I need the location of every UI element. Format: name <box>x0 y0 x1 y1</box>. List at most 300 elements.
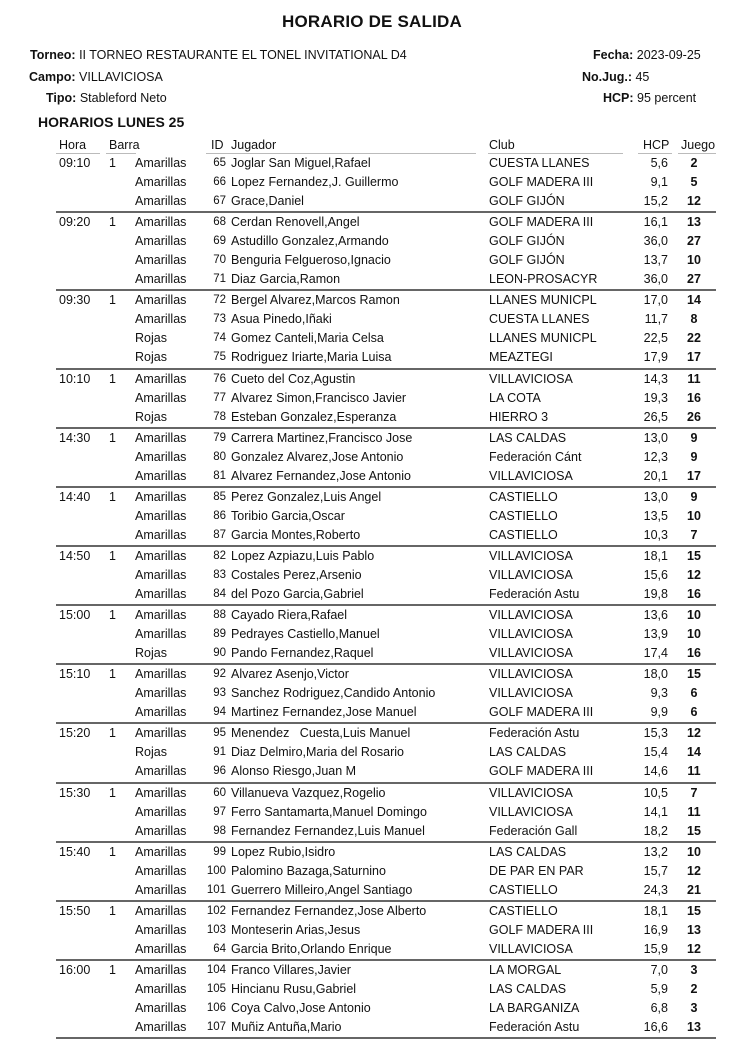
hcp-cell: 5,9 <box>650 981 668 996</box>
club-cell: VILLAVICIOSA <box>489 627 573 642</box>
club-cell: Federación Cánt <box>489 449 582 464</box>
club-cell: LAS CALDAS <box>489 844 567 859</box>
tee-cell: Amarillas <box>135 823 187 838</box>
tee-cell: Rojas <box>135 409 167 424</box>
hcp-cell: 13,5 <box>643 508 668 523</box>
player-name-cell: Carrera Martinez,Francisco Jose <box>231 430 413 445</box>
table-row <box>56 961 716 980</box>
tee-cell: Amarillas <box>135 981 187 996</box>
barra-cell: 1 <box>109 548 116 563</box>
tee-cell: Amarillas <box>135 844 187 859</box>
player-name-cell: Lopez Azpiazu,Luis Pablo <box>231 548 375 563</box>
tee-cell: Rojas <box>135 350 167 365</box>
club-cell: GOLF GIJÓN <box>489 234 565 249</box>
hora-cell: 16:00 <box>59 962 91 977</box>
player-name-cell: Fernandez Fernandez,Jose Alberto <box>231 903 427 918</box>
player-name-cell: Asua Pinedo,Iñaki <box>231 312 332 327</box>
nojug-value: 45 <box>635 70 650 84</box>
id-cell: 88 <box>213 609 226 622</box>
player-name-cell: Benguria Felgueroso,Ignacio <box>231 253 391 268</box>
juego-cell: 15 <box>687 823 701 838</box>
club-cell: CUESTA LLANES <box>489 312 590 327</box>
hora-cell: 15:40 <box>59 844 91 859</box>
tee-cell: Amarillas <box>135 764 187 779</box>
hora-cell: 14:40 <box>59 489 91 504</box>
player-name-cell: Sanchez Rodriguez,Candido Antonio <box>231 686 436 701</box>
col-juego: Juego <box>681 138 716 152</box>
barra-cell: 1 <box>109 156 116 170</box>
juego-cell: 2 <box>690 981 698 996</box>
club-cell: CASTIELLO <box>489 882 558 897</box>
player-name-cell: Esteban Gonzalez,Esperanza <box>231 409 397 424</box>
table-row <box>56 881 716 900</box>
hcp-cell: 15,4 <box>643 745 668 760</box>
juego-cell: 14 <box>687 293 701 308</box>
tee-time-group <box>56 291 716 369</box>
hcp-cell: 12,3 <box>643 449 668 464</box>
tee-cell: Amarillas <box>135 449 187 464</box>
tee-cell: Amarillas <box>135 962 187 977</box>
hcp-value: 95 percent <box>637 91 697 105</box>
id-cell: 75 <box>213 351 226 364</box>
club-cell: LA MORGAL <box>489 962 562 977</box>
tee-time-group <box>56 902 716 961</box>
table-row <box>56 566 716 585</box>
tee-cell: Amarillas <box>135 234 187 249</box>
table-row <box>56 507 716 526</box>
barra-cell: 1 <box>109 489 116 504</box>
club-cell: VILLAVICIOSA <box>489 785 573 800</box>
hcp-cell: 16,6 <box>643 1020 668 1035</box>
hora-cell: 09:10 <box>59 156 91 170</box>
id-cell: 91 <box>213 746 226 759</box>
tee-time-group <box>56 370 716 429</box>
hora-cell: 14:50 <box>59 548 91 563</box>
juego-cell: 13 <box>687 1020 701 1035</box>
table-row <box>56 921 716 940</box>
id-cell: 60 <box>213 786 226 799</box>
id-cell: 76 <box>213 372 226 385</box>
table-row <box>56 606 716 625</box>
juego-cell: 15 <box>687 548 701 563</box>
club-cell: LA BARGANIZA <box>489 1001 580 1016</box>
barra-cell: 1 <box>109 293 116 308</box>
tee-cell: Amarillas <box>135 527 187 542</box>
club-cell: VILLAVICIOSA <box>489 548 573 563</box>
table-row <box>56 902 716 921</box>
club-cell: Federación Gall <box>489 823 578 838</box>
hcp-cell: 9,1 <box>650 175 668 190</box>
table-row <box>56 784 716 803</box>
tee-cell: Rojas <box>135 745 167 760</box>
juego-cell: 10 <box>687 508 701 523</box>
juego-cell: 3 <box>690 1001 698 1016</box>
player-name-cell: Bergel Alvarez,Marcos Ramon <box>231 293 400 308</box>
id-cell: 81 <box>213 469 226 482</box>
fecha-label: Fecha: <box>593 48 634 62</box>
player-name-cell: Grace,Daniel <box>231 194 304 209</box>
player-name-cell: Astudillo Gonzalez,Armando <box>231 234 389 249</box>
barra-cell: 1 <box>109 215 116 230</box>
id-cell: 80 <box>213 450 226 463</box>
table-row <box>56 762 716 781</box>
id-cell: 95 <box>213 727 226 740</box>
table-row <box>56 192 716 211</box>
club-cell: CUESTA LLANES <box>489 156 590 170</box>
player-name-cell: Menendez Cuesta,Luis Manuel <box>231 726 411 741</box>
player-name-cell: Coya Calvo,Jose Antonio <box>231 1001 371 1016</box>
id-cell: 87 <box>213 528 226 541</box>
tee-cell: Amarillas <box>135 253 187 268</box>
tee-cell: Rojas <box>135 331 167 346</box>
id-cell: 86 <box>213 509 226 522</box>
barra-cell: 1 <box>109 608 116 623</box>
hcp-cell: 9,3 <box>650 686 668 701</box>
id-cell: 69 <box>213 235 226 248</box>
tee-cell: Amarillas <box>135 941 187 956</box>
player-name-cell: Guerrero Milleiro,Angel Santiago <box>231 882 413 897</box>
juego-cell: 11 <box>687 764 701 779</box>
id-cell: 92 <box>213 668 226 681</box>
table-row <box>56 980 716 999</box>
hcp-label: HCP: <box>603 91 634 105</box>
hcp-cell: 6,8 <box>650 1001 668 1016</box>
player-name-cell: Alvarez Asenjo,Victor <box>231 667 349 682</box>
juego-cell: 27 <box>687 272 701 287</box>
id-cell: 65 <box>213 157 226 169</box>
id-cell: 83 <box>213 568 226 581</box>
hcp-cell: 15,6 <box>643 567 668 582</box>
hcp-cell: 18,0 <box>643 667 668 682</box>
tee-cell: Amarillas <box>135 194 187 209</box>
col-hcp: HCP <box>643 138 670 152</box>
tee-cell: Amarillas <box>135 667 187 682</box>
club-cell: GOLF MADERA III <box>489 922 594 937</box>
id-cell: 90 <box>213 647 226 660</box>
juego-cell: 17 <box>687 468 701 483</box>
tee-cell: Amarillas <box>135 567 187 582</box>
id-cell: 104 <box>206 963 226 976</box>
table-row <box>56 822 716 841</box>
hcp-cell: 13,6 <box>643 608 668 623</box>
juego-cell: 7 <box>690 527 698 542</box>
juego-cell: 27 <box>687 234 701 249</box>
hcp-cell: 22,5 <box>643 331 668 346</box>
table-row <box>56 625 716 644</box>
id-cell: 93 <box>213 687 226 700</box>
tee-cell: Amarillas <box>135 430 187 445</box>
player-name-cell: Gonzalez Alvarez,Jose Antonio <box>231 449 404 464</box>
juego-cell: 26 <box>687 409 701 424</box>
hcp-cell: 15,3 <box>643 726 668 741</box>
club-cell: LLANES MUNICPL <box>489 331 597 346</box>
player-name-cell: Diaz Delmiro,Maria del Rosario <box>231 745 404 760</box>
hcp-cell: 14,6 <box>643 764 668 779</box>
tipo-label: Tipo: <box>46 91 77 105</box>
table-row <box>56 547 716 566</box>
hcp-cell: 13,0 <box>643 489 668 504</box>
id-cell: 103 <box>206 923 226 936</box>
tee-time-group <box>56 606 716 665</box>
tee-cell: Amarillas <box>135 312 187 327</box>
club-cell: CASTIELLO <box>489 508 558 523</box>
player-name-cell: Pando Fernandez,Raquel <box>231 646 374 661</box>
tee-time-groups <box>56 154 716 1039</box>
tee-cell: Amarillas <box>135 371 187 386</box>
hcp-cell: 18,1 <box>643 903 668 918</box>
player-name-cell: Ferro Santamarta,Manuel Domingo <box>231 804 427 819</box>
club-cell: VILLAVICIOSA <box>489 371 573 386</box>
id-cell: 70 <box>213 254 226 267</box>
club-cell: Federación Astu <box>489 587 580 602</box>
barra-cell: 1 <box>109 844 116 859</box>
id-cell: 97 <box>213 805 226 818</box>
barra-cell: 1 <box>109 903 116 918</box>
table-row <box>56 467 716 486</box>
nojug-label: No.Jug.: <box>582 70 632 84</box>
table-row <box>56 999 716 1018</box>
id-cell: 74 <box>213 332 226 345</box>
table-header <box>56 136 716 154</box>
tee-cell: Rojas <box>135 646 167 661</box>
hcp-cell: 18,2 <box>643 823 668 838</box>
hcp-cell: 13,9 <box>643 627 668 642</box>
juego-cell: 22 <box>687 331 701 346</box>
player-name-cell: Cayado Riera,Rafael <box>231 608 348 623</box>
campo-label: Campo: <box>29 70 76 84</box>
hcp-cell: 16,9 <box>643 922 668 937</box>
hcp-cell: 13,0 <box>643 430 668 445</box>
club-cell: CASTIELLO <box>489 903 558 918</box>
club-cell: GOLF MADERA III <box>489 215 594 230</box>
table-row <box>56 743 716 762</box>
table-row <box>56 843 716 862</box>
torneo-field <box>30 48 407 62</box>
table-row <box>56 940 716 959</box>
table-row <box>56 488 716 507</box>
hcp-cell: 15,7 <box>643 863 668 878</box>
id-cell: 72 <box>213 294 226 307</box>
hcp-cell: 19,8 <box>643 587 668 602</box>
juego-cell: 9 <box>690 449 698 464</box>
juego-cell: 16 <box>687 587 701 602</box>
hcp-cell: 14,1 <box>643 804 668 819</box>
juego-cell: 5 <box>690 175 698 190</box>
tee-times-table <box>56 136 716 1039</box>
player-name-cell: Rodriguez Iriarte,Maria Luisa <box>231 350 392 365</box>
club-cell: VILLAVICIOSA <box>489 667 573 682</box>
id-cell: 77 <box>213 391 226 404</box>
club-cell: VILLAVICIOSA <box>489 686 573 701</box>
juego-cell: 8 <box>690 312 698 327</box>
player-name-cell: Lopez Fernandez,J. Guillermo <box>231 175 399 190</box>
table-row <box>56 684 716 703</box>
table-row <box>56 310 716 329</box>
id-cell: 85 <box>213 490 226 503</box>
juego-cell: 6 <box>690 686 698 701</box>
player-name-cell: Joglar San Miguel,Rafael <box>231 156 371 170</box>
player-name-cell: Franco Villares,Javier <box>231 962 351 977</box>
id-cell: 68 <box>213 216 226 229</box>
player-name-cell: Gomez Canteli,Maria Celsa <box>231 331 384 346</box>
table-row <box>56 862 716 881</box>
section-title: HORARIOS LUNES 25 <box>38 114 185 130</box>
table-row <box>56 370 716 389</box>
hcp-cell: 10,3 <box>643 527 668 542</box>
juego-cell: 9 <box>690 489 698 504</box>
tee-cell: Amarillas <box>135 686 187 701</box>
tee-time-group <box>56 154 716 213</box>
hora-cell: 10:10 <box>59 371 91 386</box>
player-name-cell: Garcia Montes,Roberto <box>231 527 361 542</box>
club-cell: HIERRO 3 <box>489 409 549 424</box>
table-row <box>56 329 716 348</box>
club-cell: CASTIELLO <box>489 527 558 542</box>
player-name-cell: Hincianu Rusu,Gabriel <box>231 981 357 996</box>
id-cell: 96 <box>213 765 226 778</box>
barra-cell: 1 <box>109 726 116 741</box>
player-name-cell: Monteserin Arias,Jesus <box>231 922 361 937</box>
club-cell: LLANES MUNICPL <box>489 293 597 308</box>
hora-cell: 09:20 <box>59 215 91 230</box>
tee-time-group <box>56 488 716 547</box>
col-hora: Hora <box>59 138 87 152</box>
nojug-field <box>582 70 649 84</box>
player-name-cell: Toribio Garcia,Oscar <box>231 508 345 523</box>
tee-cell: Amarillas <box>135 175 187 190</box>
id-cell: 64 <box>213 942 226 955</box>
table-row <box>56 232 716 251</box>
hora-cell: 15:10 <box>59 667 91 682</box>
player-name-cell: del Pozo Garcia,Gabriel <box>231 587 364 602</box>
hcp-cell: 10,5 <box>643 785 668 800</box>
juego-cell: 11 <box>687 371 701 386</box>
tee-time-group <box>56 784 716 843</box>
hcp-field <box>603 91 696 105</box>
table-row <box>56 270 716 289</box>
juego-cell: 12 <box>687 941 701 956</box>
table-row <box>56 585 716 604</box>
campo-value: VILLAVICIOSA <box>79 70 163 84</box>
hcp-cell: 7,0 <box>650 962 668 977</box>
hora-cell: 15:50 <box>59 903 91 918</box>
id-cell: 84 <box>213 588 226 601</box>
table-row <box>56 408 716 427</box>
juego-cell: 16 <box>687 646 701 661</box>
hcp-cell: 15,2 <box>643 194 668 209</box>
col-id: ID <box>211 138 224 152</box>
hora-cell: 15:00 <box>59 608 91 623</box>
tee-time-group <box>56 843 716 902</box>
player-name-cell: Costales Perez,Arsenio <box>231 567 362 582</box>
tee-time-group <box>56 665 716 724</box>
club-cell: VILLAVICIOSA <box>489 567 573 582</box>
id-cell: 66 <box>213 176 226 189</box>
club-cell: LAS CALDAS <box>489 745 567 760</box>
fecha-value: 2023-09-25 <box>636 48 701 62</box>
tee-cell: Amarillas <box>135 390 187 405</box>
hcp-cell: 14,3 <box>643 371 668 386</box>
tee-cell: Amarillas <box>135 1020 187 1035</box>
juego-cell: 16 <box>687 390 701 405</box>
player-name-cell: Cerdan Renovell,Angel <box>231 215 360 230</box>
hora-cell: 14:30 <box>59 430 91 445</box>
col-jugador: Jugador <box>231 138 277 152</box>
table-row <box>56 448 716 467</box>
barra-cell: 1 <box>109 785 116 800</box>
tee-cell: Amarillas <box>135 489 187 504</box>
juego-cell: 15 <box>687 667 701 682</box>
table-row <box>56 803 716 822</box>
tee-cell: Amarillas <box>135 156 187 170</box>
juego-cell: 7 <box>690 785 698 800</box>
table-row <box>56 703 716 722</box>
tee-cell: Amarillas <box>135 882 187 897</box>
table-row <box>56 348 716 367</box>
juego-cell: 12 <box>687 863 701 878</box>
club-cell: Federación Astu <box>489 1020 580 1035</box>
col-club: Club <box>489 138 515 152</box>
hora-cell: 15:20 <box>59 726 91 741</box>
id-cell: 94 <box>213 706 226 719</box>
hcp-cell: 24,3 <box>643 882 668 897</box>
juego-cell: 14 <box>687 745 701 760</box>
club-cell: VILLAVICIOSA <box>489 468 573 483</box>
table-row <box>56 1018 716 1037</box>
club-cell: VILLAVICIOSA <box>489 804 573 819</box>
hcp-cell: 36,0 <box>643 234 668 249</box>
juego-cell: 10 <box>687 627 701 642</box>
tee-cell: Amarillas <box>135 903 187 918</box>
campo-field <box>29 70 163 84</box>
barra-cell: 1 <box>109 430 116 445</box>
tee-cell: Amarillas <box>135 922 187 937</box>
tee-time-group <box>56 213 716 291</box>
id-cell: 89 <box>213 628 226 641</box>
juego-cell: 10 <box>687 253 701 268</box>
juego-cell: 12 <box>687 194 701 209</box>
juego-cell: 13 <box>687 215 701 230</box>
tee-cell: Amarillas <box>135 726 187 741</box>
player-name-cell: Cueto del Coz,Agustin <box>231 371 356 386</box>
id-cell: 79 <box>213 431 226 444</box>
juego-cell: 2 <box>690 156 698 170</box>
tipo-value: Stableford Neto <box>79 91 167 105</box>
club-cell: LEON-PROSACYR <box>489 272 598 287</box>
tee-cell: Amarillas <box>135 863 187 878</box>
tee-time-group <box>56 429 716 488</box>
juego-cell: 12 <box>687 567 701 582</box>
table-row <box>56 213 716 232</box>
id-cell: 105 <box>206 982 226 995</box>
id-cell: 82 <box>213 549 226 562</box>
hora-cell: 09:30 <box>59 293 91 308</box>
hcp-cell: 5,6 <box>650 156 668 170</box>
hcp-cell: 36,0 <box>643 272 668 287</box>
id-cell: 101 <box>206 883 226 896</box>
club-cell: VILLAVICIOSA <box>489 646 573 661</box>
player-name-cell: Lopez Rubio,Isidro <box>231 844 336 859</box>
club-cell: MEAZTEGI <box>489 350 553 365</box>
hcp-cell: 9,9 <box>650 705 668 720</box>
tee-cell: Amarillas <box>135 215 187 230</box>
id-cell: 73 <box>213 313 226 326</box>
tee-cell: Amarillas <box>135 587 187 602</box>
juego-cell: 12 <box>687 726 701 741</box>
page-title: HORARIO DE SALIDA <box>281 12 463 31</box>
juego-cell: 17 <box>687 350 701 365</box>
tee-cell: Amarillas <box>135 627 187 642</box>
